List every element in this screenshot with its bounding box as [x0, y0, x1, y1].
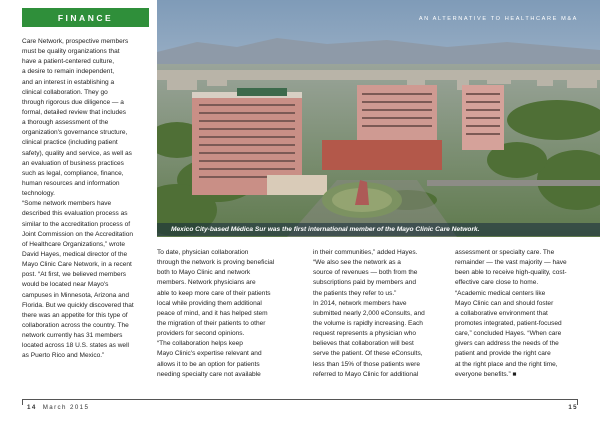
- text-line: “We also see the network as a: [313, 259, 401, 267]
- footer-left: [27, 404, 89, 411]
- text-line: needing specialty care not available: [157, 370, 261, 378]
- text-line: In 2014, network members have: [313, 299, 407, 307]
- text-line: clinical collaboration. They go: [22, 88, 108, 96]
- running-head: AN ALTERNATIVE TO HEALTHCARE M&A: [418, 16, 578, 22]
- text-line: through rigorous due diligence — a: [22, 98, 124, 106]
- text-line: in their communities,” added Hayes.: [313, 249, 418, 256]
- page-number-left: 14: [27, 404, 37, 411]
- text-line: network currently has 31 members: [22, 332, 123, 340]
- text-line: Mayo Clinic can and should foster: [455, 299, 554, 307]
- text-line: the volume is rapidly increasing. Each: [313, 319, 423, 327]
- text-line: peace of mind, and it has helped stem: [157, 309, 268, 317]
- text-line: there was an appetite for this type of: [22, 311, 128, 319]
- text-line: campuses in Minnesota, Arizona and: [22, 291, 129, 299]
- text-line: care,” concluded Hayes. “When care: [455, 330, 562, 338]
- text-line: “The collaboration helps keep: [157, 340, 243, 348]
- page-number-right: 15: [568, 404, 578, 411]
- text-line: the patients they refer to us.”: [313, 289, 397, 297]
- text-line: Mayo Clinic Care Network, in a recent: [22, 261, 132, 269]
- text-line: as Puerto Rico and Mexico.”: [22, 352, 105, 360]
- text-line: through the network is proving beneficial: [157, 259, 275, 267]
- article-column-4: [455, 248, 585, 380]
- text-line: of Healthcare Organizations,” wrote: [22, 240, 125, 248]
- text-line: human resources and information: [22, 179, 120, 187]
- text-line: believes that collaboration will best: [313, 340, 414, 348]
- text-line: have a patient-centered culture,: [22, 58, 115, 66]
- text-line: post. “At first, we believed members: [22, 271, 127, 279]
- text-line: such as legal, compliance, finance,: [22, 169, 124, 177]
- text-line: local while providing them additional: [157, 299, 262, 307]
- text-line: a thorough assessment of the: [22, 119, 109, 127]
- text-line: must be quality organizations that: [22, 48, 120, 56]
- text-line: clinical practice (including patient: [22, 139, 118, 147]
- text-line: both to Mayo Clinic and network: [157, 269, 251, 277]
- text-line: serve the patient. Of these eConsults,: [313, 350, 423, 358]
- text-line: referred to Mayo Clinic for additional: [313, 370, 419, 378]
- text-line: patient and provide the right care: [455, 350, 551, 358]
- text-line: Care Network, prospective members: [22, 38, 129, 45]
- article-column-3: [313, 248, 441, 380]
- text-line: the migration of their patients to other: [157, 319, 266, 327]
- photo-caption: Mexico City-based Médica Sur was the first international member of the Mayo Clinic Care Network.: [157, 223, 600, 236]
- footer-rule: [22, 399, 578, 400]
- text-line: formal, detailed review that includes: [22, 108, 127, 116]
- issue-date: March 2015: [42, 404, 90, 411]
- text-line: would be located near Mayo's: [22, 281, 109, 289]
- text-line: at the right place and the right time,: [455, 360, 558, 368]
- text-line: “Some network members have: [22, 200, 112, 208]
- text-line: organization's governance structure,: [22, 129, 128, 137]
- article-photo: [157, 0, 600, 237]
- text-line: been able to receive high-quality, cost-: [455, 269, 567, 277]
- text-line: Florida. But we quickly discovered that: [22, 301, 134, 309]
- text-line: subscriptions paid by members and: [313, 279, 416, 287]
- text-line: and an interest in establishing a: [22, 78, 115, 86]
- text-line: Joint Commission on the Accreditation: [22, 230, 133, 238]
- text-line: request represents a physician who: [313, 330, 416, 338]
- section-label: FINANCE: [22, 8, 149, 27]
- text-line: able to keep more care of their patients: [157, 289, 271, 297]
- text-line: assessment or specialty care. The: [455, 249, 555, 256]
- text-line: providers for second opinions.: [157, 330, 245, 338]
- text-line: collaboration across the country. The: [22, 321, 129, 329]
- text-line: givers can address the needs of the: [455, 340, 559, 348]
- text-line: less than 15% of those patients were: [313, 360, 420, 368]
- text-line: effective care close to home.: [455, 279, 539, 287]
- text-line: “Academic medical centers like: [455, 289, 546, 297]
- text-line: a desire to remain independent,: [22, 68, 115, 76]
- text-line: a collaborative environment that: [455, 309, 548, 317]
- text-line: promotes integrated, patient-focused: [455, 319, 562, 327]
- text-line: technology.: [22, 190, 55, 198]
- article-column-1: [22, 37, 150, 362]
- text-line: To date, physician collaboration: [157, 249, 249, 256]
- text-line: submitted nearly 2,000 eConsults, and: [313, 309, 425, 317]
- text-line: everyone benefits.” ■: [455, 370, 517, 378]
- city-hospital-image: [157, 0, 600, 237]
- text-line: described this evaluation process as: [22, 210, 128, 218]
- text-line: remainder — the vast majority — have: [455, 259, 567, 267]
- text-line: Mayo Clinic's expertise relevant and: [157, 350, 262, 358]
- text-line: allows it to be an option for patients: [157, 360, 260, 368]
- article-column-2: [157, 248, 297, 380]
- text-line: members. Network physicians are: [157, 279, 256, 287]
- text-line: safety), quality and service, as well as: [22, 149, 132, 157]
- text-line: an evaluation of business practices: [22, 159, 124, 167]
- text-line: located across 18 U.S. states as well: [22, 342, 129, 350]
- text-line: source of revenues — both from the: [313, 269, 418, 277]
- footer-rule-tick: [22, 399, 23, 405]
- text-line: David Hayes, medical director of the: [22, 250, 128, 258]
- text-line: similar to the accreditation process of: [22, 220, 131, 228]
